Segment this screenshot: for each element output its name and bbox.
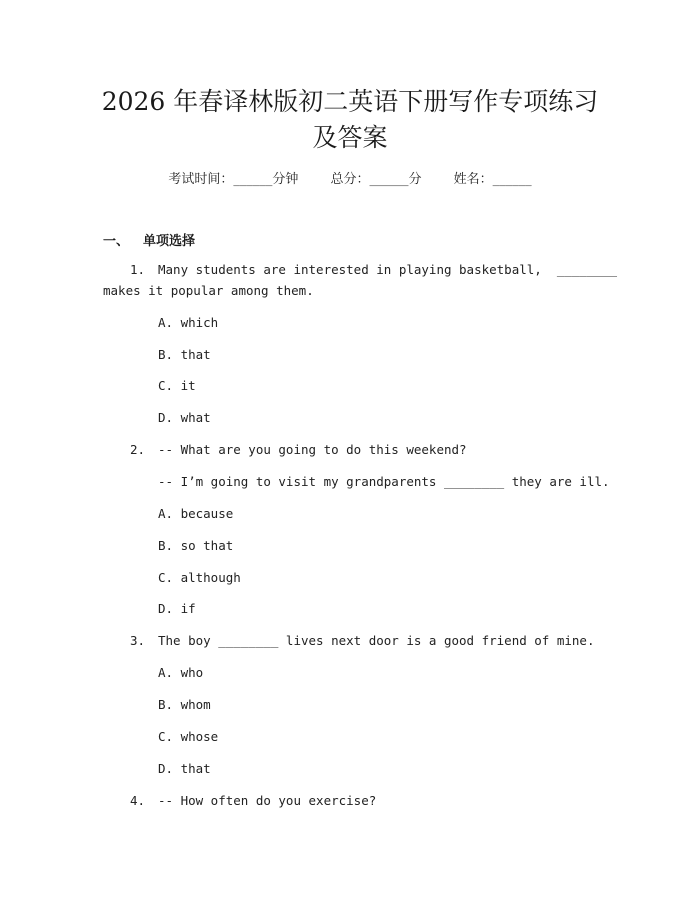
document-title-line2: 及答案 bbox=[312, 123, 388, 152]
question-text-continued: -- I’m going to visit my grandparents ________ they are ill. bbox=[158, 474, 610, 489]
answer-option: B. so that bbox=[158, 538, 234, 553]
question-text: -- How often do you exercise? bbox=[158, 793, 377, 808]
total-score-field: 总分：______分 bbox=[330, 172, 422, 187]
section-title: 单项选择 bbox=[143, 234, 196, 249]
question-text: The boy ________ lives next door is a good friend of mine. bbox=[158, 633, 595, 648]
question-number: 2. bbox=[130, 442, 146, 457]
answer-option: B. whom bbox=[158, 697, 211, 712]
question-text: -- What are you going to do this weekend? bbox=[158, 442, 467, 457]
student-name-field: 姓名：______ bbox=[453, 172, 532, 187]
exam-time-field: 考试时间：______分钟 bbox=[168, 172, 299, 187]
question-text: Many students are interested in playing basketball, ________ bbox=[158, 262, 618, 277]
answer-option: A. who bbox=[158, 665, 204, 680]
exam-meta bbox=[0, 168, 700, 187]
answer-option: B. that bbox=[158, 347, 211, 362]
question-number: 4. bbox=[130, 793, 146, 808]
section-number: 一、 bbox=[103, 234, 130, 249]
document-title-line1: 2026 年春译林版初二英语下册写作专项练习 bbox=[101, 87, 599, 116]
section-heading bbox=[103, 230, 195, 249]
question-text-continued: makes it popular among them. bbox=[103, 283, 314, 298]
answer-option: D. if bbox=[158, 601, 196, 616]
answer-option: C. whose bbox=[158, 729, 219, 744]
answer-option: C. although bbox=[158, 570, 241, 585]
answer-option: D. what bbox=[158, 410, 211, 425]
answer-option: C. it bbox=[158, 378, 196, 393]
answer-option: D. that bbox=[158, 761, 211, 776]
answer-option: A. which bbox=[158, 315, 219, 330]
question-number: 3. bbox=[130, 633, 146, 648]
answer-option: A. because bbox=[158, 506, 234, 521]
question-number: 1. bbox=[130, 262, 146, 277]
